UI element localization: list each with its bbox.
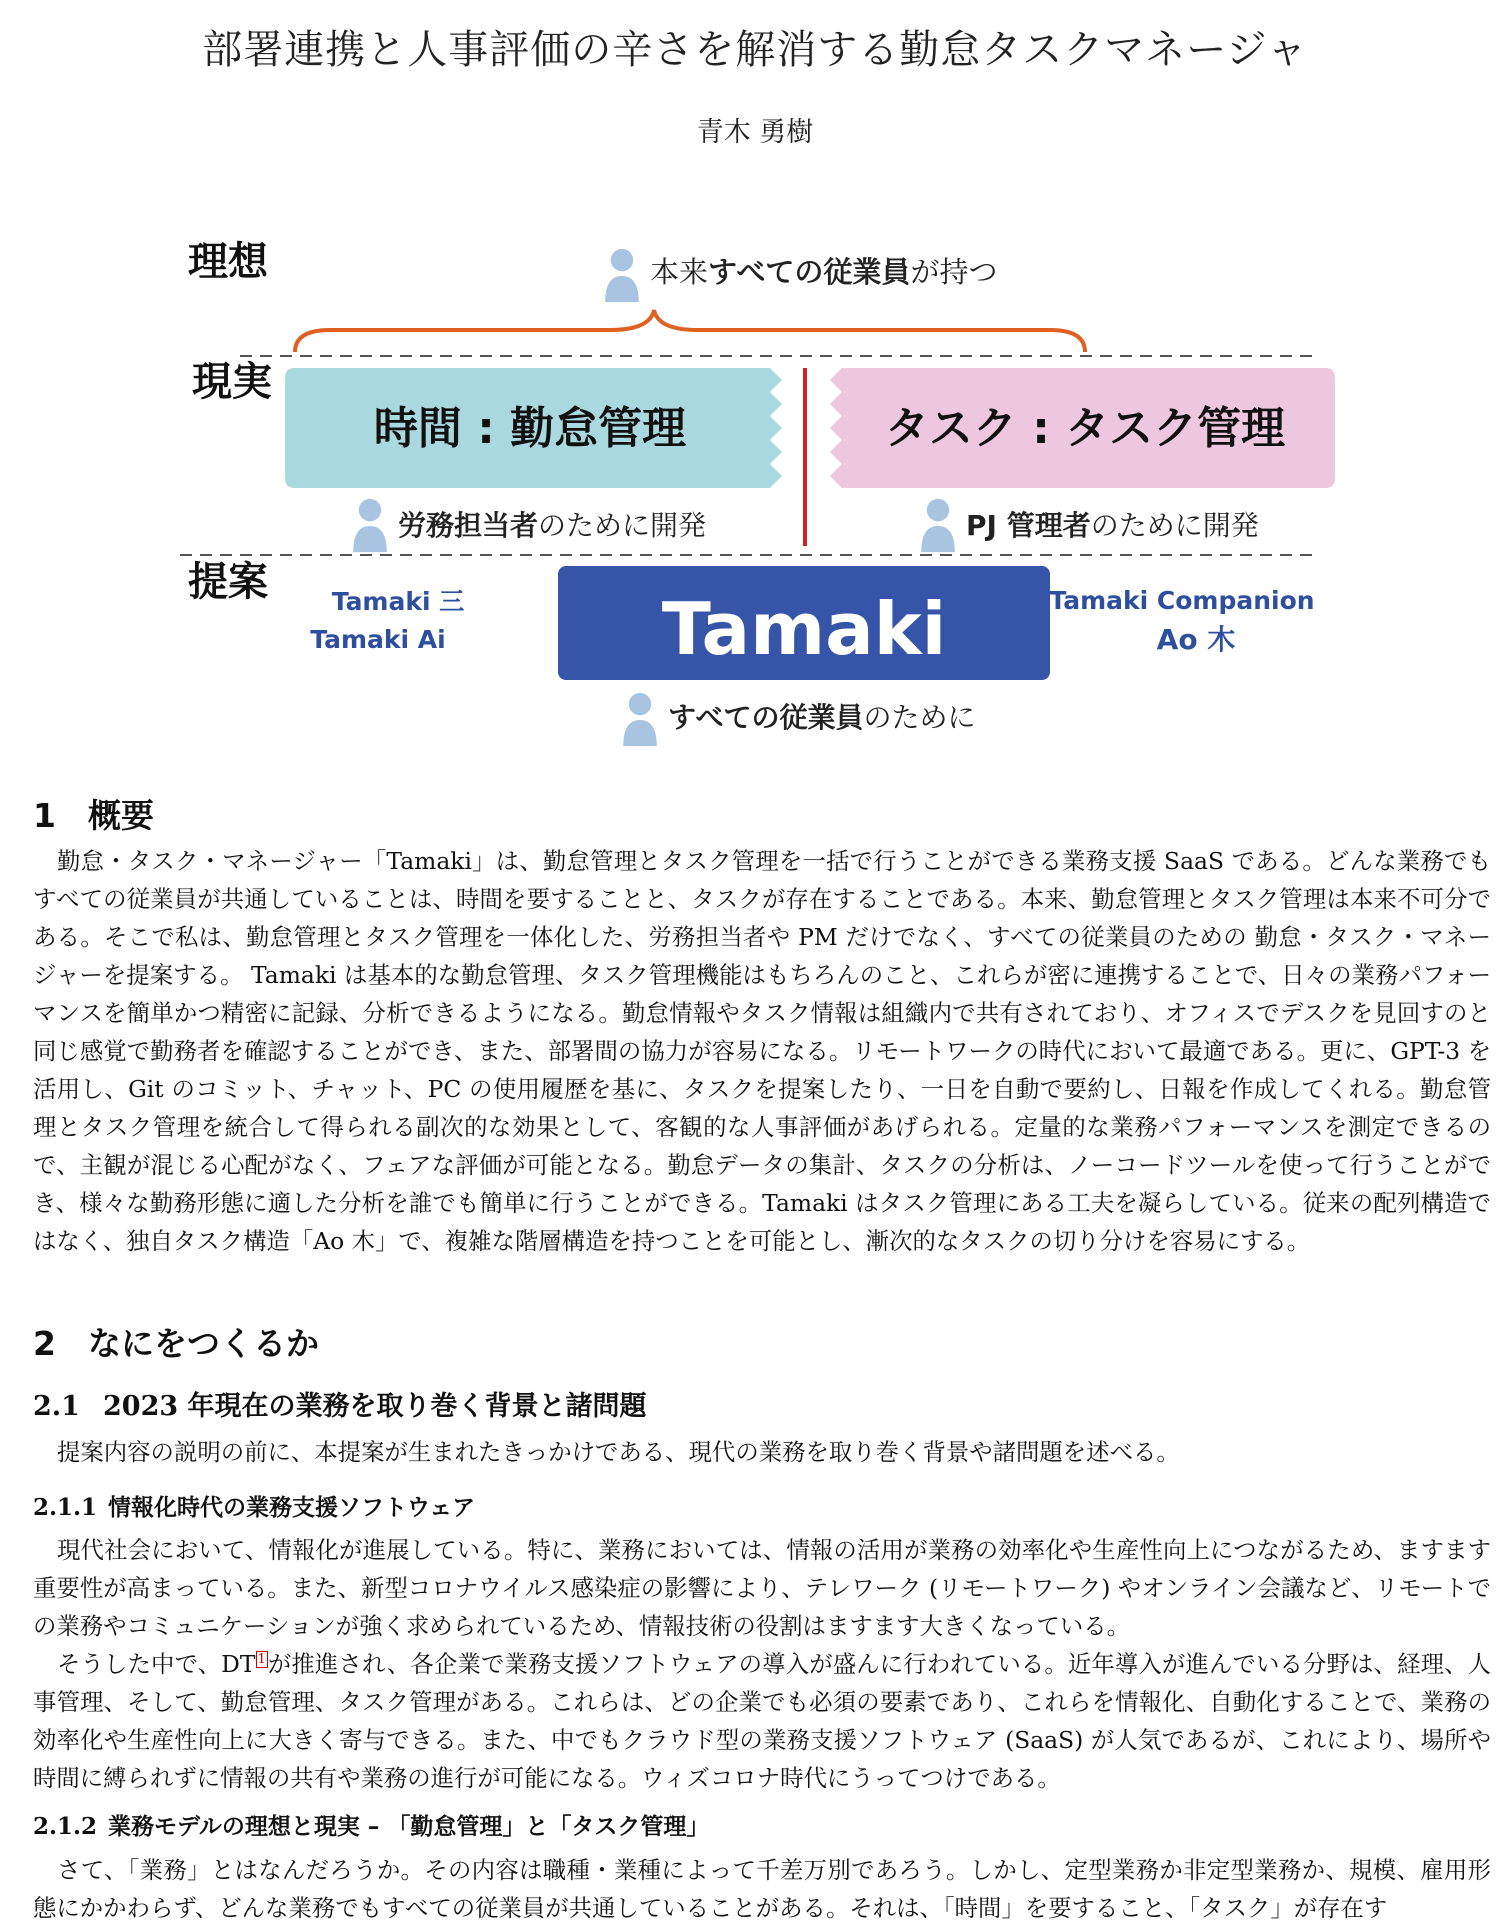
- person-icon: [353, 499, 387, 552]
- time-box-label: 時間 : 勤怠管理: [373, 403, 687, 454]
- subsubsection-number: 2.1.2: [33, 1813, 98, 1840]
- paragraph: さて、「業務」とはなんだろうか。その内容は職種・業種によって千差万別であろう。しかし、定型業務か非定型業務か、規模、雇用形態にかかわらず、どんな業務でもすべての従業員が共通していることがある。それは、「時間」を要すること、「タスク」が存在す: [33, 1856, 1491, 1922]
- ideal-caption: 本来すべての従業員が持つ: [650, 255, 998, 289]
- tamaki-companion-logo: Tamaki Companion: [1049, 586, 1315, 615]
- subsubsection-title: 情報化時代の業務支援ソフトウェア: [108, 1494, 476, 1521]
- proposal-caption: すべての従業員のために: [668, 701, 976, 734]
- subsubsection-title: 業務モデルの理想と現実 – 「勤怠管理」と「タスク管理」: [108, 1813, 710, 1840]
- paragraph: 提案内容の説明の前に、本提案が生まれたきっかけである、現代の業務を取り巻く背景や諸問題を述べる。: [57, 1438, 1180, 1466]
- section-title: 概要: [88, 796, 154, 835]
- subsection-heading: [33, 1384, 647, 1423]
- paragraph: そうした中で、DT $^1$が推進され、各企業で業務支援ソフトウェアの導入が盛んに行われている。近年導入が進んでいる分野は、経理、人事管理、そして、勤怠管理、タスク管理がある。これらは、どの企業でも必須の要素であり、これらを情報化、自動化することで、業務の効率化や生産性向上に大きく寄与できる。また、中でもクラウド型の業務支援ソフトウェア (SaaS) が人気であるが、これにより、場所や時間に縛られずに情報の共有や業務の進行が可能になる。ウィズコロナ時代にうってつけである。: [33, 1650, 1492, 1792]
- subsubsection-heading: [33, 1489, 475, 1522]
- tamaki-ai-logo: Tamaki Ai: [310, 625, 446, 654]
- paragraph: 現代社会において、情報化が進展している。特に、業務においては、情報の活用が業務の効率化や生産性向上につながるため、ますます重要性が高まっている。また、新型コロナウイルス感染症の影響により、テレワーク (リモートワーク) やオンライン会議など、リモートでの業務やコミュニケーションが強く求められているため、情報技術の役割はますます大きくなっている。: [33, 1536, 1491, 1640]
- labor-caption: 労務担当者のために開発: [398, 509, 707, 542]
- paper-author: 青木 勇樹: [696, 117, 814, 148]
- tamaki-mi-logo: Tamaki 三: [331, 587, 465, 616]
- person-icon: [605, 249, 639, 302]
- tamaki-main-logo: Tamaki: [661, 587, 947, 671]
- curly-brace: [295, 310, 1085, 352]
- section-heading: [33, 1318, 319, 1365]
- row-label-ideal: 理想: [188, 239, 268, 285]
- ao-ki-logo: Ao 木: [1156, 623, 1236, 656]
- subsubsection-heading: [33, 1808, 709, 1841]
- row-label-reality: 現実: [192, 359, 272, 405]
- person-icon: [921, 499, 955, 552]
- concept-figure: [170, 230, 1350, 750]
- section-number: 1: [33, 796, 56, 835]
- section-number: 2: [33, 1324, 56, 1363]
- row-label-proposal: 提案: [188, 559, 268, 605]
- task-box-label: タスク : タスク管理: [884, 403, 1286, 454]
- subsection-number: 2.1: [33, 1391, 80, 1422]
- paragraph: 勤怠・タスク・マネージャー「Tamaki」は、勤怠管理とタスク管理を一括で行うことができる業務支援 SaaS である。どんな業務でもすべての従業員が共通していることは、時間を要することと、タスクが存在することである。本来、勤怠管理とタスク管理は本来不可分である。そこで私は、勤怠管理とタスク管理を一体化した、労務担当者や PM だけでなく、すべての従業員のための 勤怠・タスク・マネージャーを提案する。 Tamaki は基本的な勤怠管理、タスク管理機能はもちろんのこと、これらが密に連携することで、日々の業務パフォーマンスを簡単かつ精密に記録、分析できるようになる。勤怠情報やタスク情報は組織内で共有されており、オフィスでデスクを見回すのと同じ感覚で勤務者を確認することができ、また、部署間の協力が容易になる。リモートワークの時代において最適である。更に、GPT-3 を活用し、Git のコミット、チャット、PC の使用履歴を基に、タスクを提案したり、一日を自動で要約し、日報を作成してくれる。勤怠管理とタスク管理を統合して得られる副次的な効果として、客観的な人事評価があげられる。定量的な業務パフォーマンスを測定できるので、主観が混じる心配がなく、フェアな評価が可能となる。勤怠データの集計、タスクの分析は、ノーコードツールを使って行うことができ、様々な勤務形態に適した分析を誰でも簡単に行うことができる。Tamaki はタスク管理にある工夫を凝らしている。従来の配列構造ではなく、独自タスク構造「Ao 木」で、複雑な階層構造を持つことを可能とし、漸次的なタスクの切り分けを容易にする。: [33, 847, 1491, 1255]
- section-title: なにをつくるか: [88, 1324, 319, 1363]
- person-icon: [623, 693, 657, 746]
- subsubsection-number: 2.1.1: [33, 1494, 98, 1521]
- pm-caption: PJ 管理者のために開発: [966, 509, 1259, 542]
- footnote-marker[interactable]: 1: [257, 1652, 266, 1668]
- subsection-title: 2023 年現在の業務を取り巻く背景と諸問題: [103, 1391, 647, 1422]
- section-heading: [33, 790, 154, 837]
- paper-title: 部署連携と人事評価の辛さを解消する勤怠タスクマネージャ: [202, 27, 1308, 73]
